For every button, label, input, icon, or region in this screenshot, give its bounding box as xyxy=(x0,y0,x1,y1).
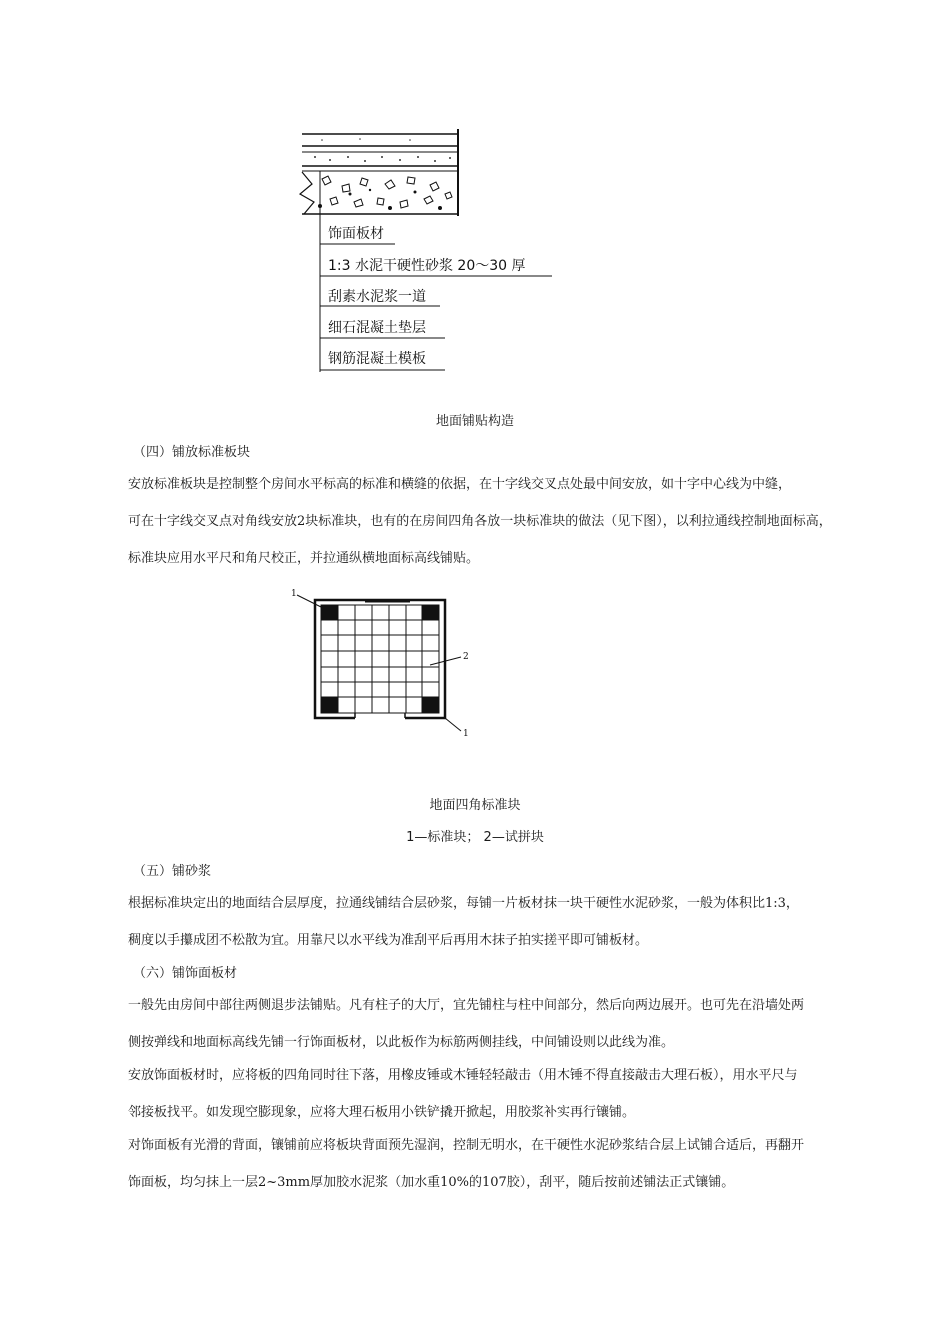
paragraph-line: 可在十字线交叉点对角线安放2块标准块，也有的在房间四角各放一块标准块的做法（见下图），以利拉通线控制地面标高， xyxy=(128,514,832,529)
paragraph-line: 对饰面板有光滑的背面，镶铺前应将板块背面预先湿润，控制无明水，在干硬性水泥砂浆结合层上试铺合适后，再翻开 xyxy=(128,1138,805,1153)
paragraph-line: 邻接板找平。如发现空膨现象，应将大理石板用小铁铲撬开掀起，用胶浆补实再行镶铺。 xyxy=(128,1105,636,1120)
standard-block xyxy=(321,605,338,620)
floor-construction-diagram xyxy=(290,124,560,379)
standard-block xyxy=(422,697,439,713)
layer-label-2: 1:3 水泥干硬性砂浆 20～30 厚 xyxy=(328,258,526,274)
paragraph-line: 饰面板，均匀抹上一层2~3mm厚加胶水泥浆（加水重10%的107胶），刮平，随后按前述铺法正式镶铺。 xyxy=(128,1175,735,1190)
callout-1-bottom: 1 xyxy=(463,729,469,739)
section6-heading: （六）铺饰面板材 xyxy=(133,966,238,981)
paragraph-line: 标准块应用水平尺和角尺校正，并拉通纵横地面标高线铺贴。 xyxy=(128,551,480,566)
standard-block xyxy=(422,605,439,620)
corner-standard-blocks-diagram xyxy=(285,585,485,740)
figure2-caption: 地面四角标准块 xyxy=(429,798,521,813)
section4-heading: （四）铺放标准板块 xyxy=(133,445,251,460)
paragraph-line: 稠度以手攥成团不松散为宜。用靠尺以水平线为准刮平后再用木抹子拍实搓平即可铺板材。 xyxy=(128,933,649,948)
paragraph-line: 一般先由房间中部往两侧退步法铺贴。凡有柱子的大厅，宜先铺柱与柱中间部分，然后向两边展开。也可先在沿墙处两 xyxy=(128,998,805,1013)
section5-heading: （五）铺砂浆 xyxy=(133,864,212,879)
layer-label-4: 细石混凝土垫层 xyxy=(328,320,426,336)
standard-block xyxy=(321,697,338,713)
paragraph-line: 侧按弹线和地面标高线先铺一行饰面板材，以此板作为标筋两侧挂线，中间铺设则以此线为准。 xyxy=(128,1035,675,1050)
figure2-legend: 1—标准块； 2—试拼块 xyxy=(406,830,544,845)
paragraph-line: 安放标准板块是控制整个房间水平标高的标准和横缝的依据，在十字线交叉点处最中间安放，如十字中心线为中缝， xyxy=(128,477,792,492)
section4-paragraph xyxy=(128,466,856,577)
section5-paragraph xyxy=(128,885,856,959)
paragraph-line: 根据标准块定出的地面结合层厚度，拉通线铺结合层砂浆，每铺一片板材抹一块干硬性水泥砂浆，一般为体积比1:3， xyxy=(128,896,799,911)
section6-paragraph-3 xyxy=(128,1127,856,1201)
layer-label-3: 刮素水泥浆一道 xyxy=(328,289,426,305)
section6-paragraph-2 xyxy=(128,1057,856,1131)
callout-1-top: 1 xyxy=(291,589,297,599)
section6-paragraph-1 xyxy=(128,987,856,1061)
callout-2: 2 xyxy=(463,652,469,662)
figure1-caption: 地面铺贴构造 xyxy=(435,414,514,429)
paragraph-line: 安放饰面板材时，应将板的四角同时往下落，用橡皮锤或木锤轻轻敲击（用木锤不得直接敲击大理石板），用水平尺与 xyxy=(128,1068,798,1083)
layer-label-1: 饰面板材 xyxy=(328,226,384,242)
layer-label-5: 钢筋混凝土模板 xyxy=(328,351,426,367)
